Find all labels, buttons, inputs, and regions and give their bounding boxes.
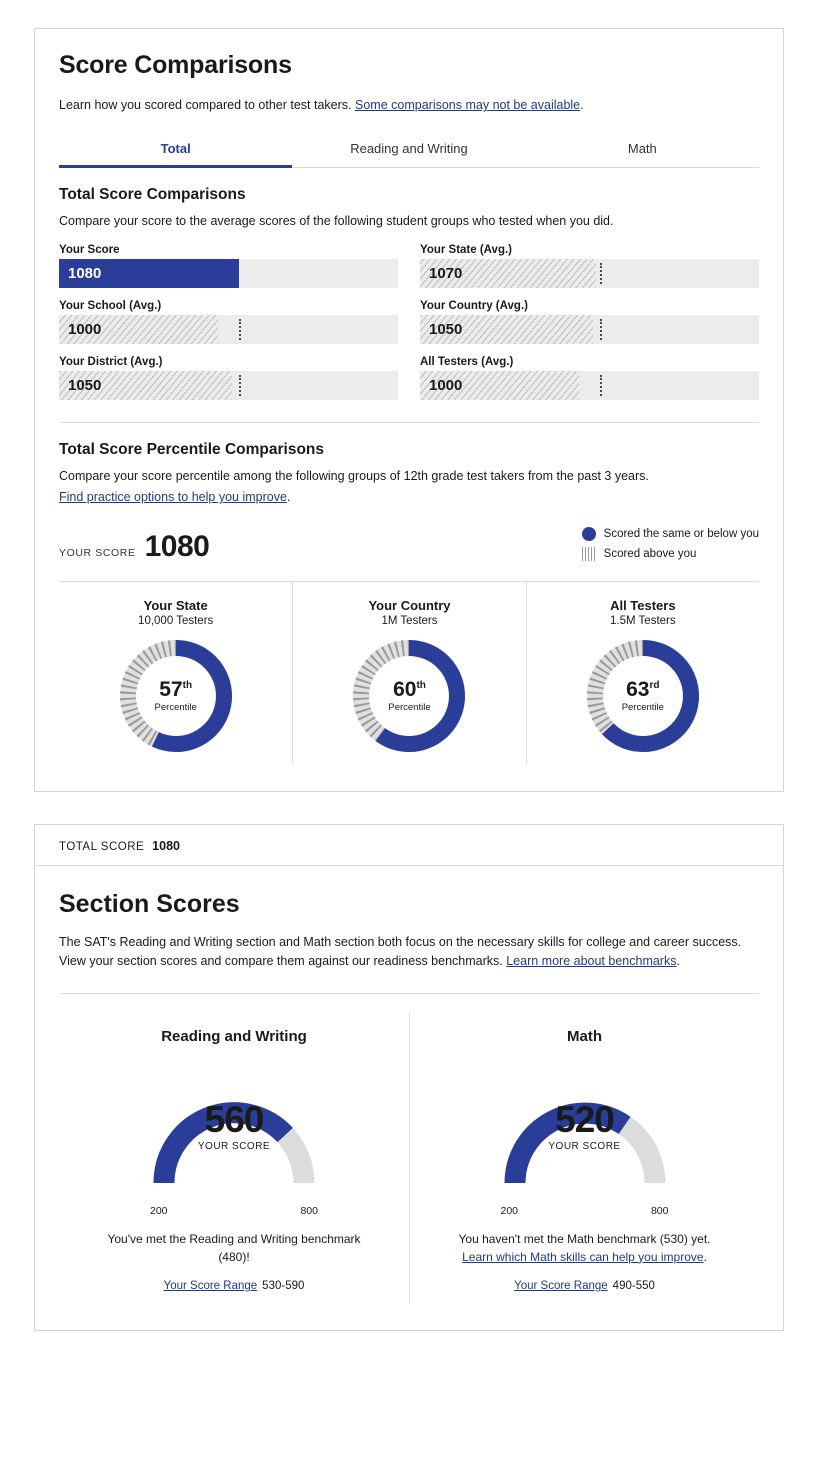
percentile-heading: Total Score Percentile Comparisons	[59, 441, 325, 459]
practice-line	[59, 488, 759, 506]
bar-label: Your District (Avg.)	[59, 356, 163, 369]
legend-hatch-icon	[582, 547, 596, 561]
bar-track	[59, 315, 398, 344]
donut-subtitle: 1M Testers	[381, 614, 438, 627]
donut-caption: Percentile	[621, 701, 664, 713]
total-score-strip	[35, 825, 783, 866]
donut-value: 57th	[159, 677, 193, 701]
divider	[59, 422, 759, 423]
gauge-score: 520	[555, 1099, 614, 1141]
section-scores-title: Section Scores	[59, 889, 240, 918]
bar-value: 1080	[68, 265, 102, 283]
benchmark-text: You've met the Reading and Writing benchmark (480)!	[107, 1232, 361, 1264]
percentile-header	[59, 521, 759, 582]
legend-item-below	[582, 527, 759, 541]
section-math	[409, 1012, 759, 1304]
bar-track	[420, 315, 759, 344]
gauge-caption: YOUR SCORE	[197, 1141, 271, 1153]
percentile-description: Compare your score percentile among the following groups of 12th grade test takers from the past 3 years.	[59, 469, 649, 484]
bar-track	[59, 259, 398, 288]
bar-marker	[239, 319, 241, 340]
bar-value: 1000	[429, 377, 463, 395]
donut-title: Your State	[143, 597, 208, 613]
score-range-value: 530-590	[262, 1280, 305, 1293]
score-range-value: 490-550	[612, 1280, 655, 1293]
score-comparisons-card	[34, 28, 784, 792]
bar-track	[59, 371, 398, 400]
total-score-comparisons-heading: Total Score Comparisons	[59, 186, 246, 204]
tab-total[interactable]: Total	[59, 132, 292, 167]
section-scores-card	[34, 824, 784, 1332]
donut-chart	[350, 637, 468, 755]
donut-title: Your Country	[368, 597, 451, 613]
section-scores-paragraph	[59, 933, 759, 972]
section-title: Reading and Writing	[161, 1028, 307, 1046]
donut-subtitle: 10,000 Testers	[138, 614, 214, 627]
bar-label: Your Country (Avg.)	[420, 300, 528, 313]
bar-your-country	[420, 300, 759, 344]
bar-label: All Testers (Avg.)	[420, 356, 514, 369]
donut-value: 63rd	[626, 677, 660, 701]
legend-item-above	[582, 547, 759, 561]
gauge-max: 800	[300, 1205, 318, 1218]
bar-label: Your Score	[59, 244, 120, 257]
legend-dot-icon	[582, 527, 596, 541]
gauge-chart	[136, 1055, 332, 1205]
benchmark-text	[445, 1231, 725, 1266]
score-range-link[interactable]: Your Score Range	[514, 1280, 608, 1293]
availability-link[interactable]: Some comparisons may not be available	[355, 98, 581, 112]
bar-label: Your School (Avg.)	[59, 300, 162, 313]
gauge-chart	[487, 1055, 683, 1205]
bar-all-testers	[420, 356, 759, 400]
gauge-min: 200	[500, 1205, 519, 1218]
tab-reading-and-writing[interactable]: Reading and Writing	[350, 141, 468, 157]
benchmark-text-part1: You haven't met the Math benchmark (530) yet.	[458, 1232, 711, 1247]
your-score-summary	[59, 530, 209, 564]
donut-your-country	[292, 582, 525, 765]
practice-options-link[interactable]: Find practice options to help you improve	[59, 490, 287, 505]
gauge-max: 800	[650, 1205, 669, 1218]
bar-marker	[239, 375, 241, 396]
bar-value: 1000	[68, 321, 102, 339]
bar-value: 1050	[68, 377, 102, 395]
tab-math[interactable]: Math	[627, 141, 657, 157]
comparison-tabs[interactable]	[59, 132, 759, 168]
your-score-value: 1080	[144, 529, 210, 563]
bar-track	[420, 259, 759, 288]
page-subtitle	[59, 96, 759, 114]
paragraph-period: .	[676, 953, 680, 968]
gauge-scale	[136, 1205, 332, 1221]
gauge-caption: YOUR SCORE	[548, 1141, 621, 1153]
comparison-bars	[59, 244, 759, 400]
section-score-gauges	[59, 1012, 759, 1304]
bar-value: 1050	[429, 321, 463, 339]
bar-track	[420, 371, 759, 400]
gauge-center	[487, 1101, 683, 1152]
paragraph-text: The SAT's Reading and Writing section and Math section both focus on the necessary skills for college and career success. View your section scores and compare them against our readiness benchmarks.	[59, 934, 742, 968]
subtitle-text: Learn how you scored compared to other test takers.	[59, 98, 352, 112]
practice-period: .	[286, 490, 291, 505]
percentile-donuts	[59, 582, 759, 765]
math-skills-link[interactable]: Learn which Math skills can help you improve	[462, 1249, 704, 1264]
gauge-center	[136, 1101, 332, 1152]
benchmark-text-part2: .	[703, 1249, 707, 1264]
percentile-legend	[582, 527, 759, 567]
divider	[59, 993, 759, 994]
section-title: Math	[567, 1028, 602, 1046]
donut-center	[350, 637, 468, 755]
bar-marker	[600, 263, 602, 284]
total-score-comparisons-description: Compare your score to the average scores of the following student groups who tested when you did.	[59, 214, 614, 229]
subtitle-period: .	[580, 98, 584, 112]
bar-your-score	[59, 244, 398, 288]
page-title: Score Comparisons	[59, 51, 292, 79]
total-score-value: 1080	[152, 838, 180, 853]
bar-marker	[600, 319, 602, 340]
donut-center	[117, 637, 235, 755]
bar-label: Your State (Avg.)	[420, 244, 513, 257]
bar-value: 1070	[429, 265, 463, 283]
benchmarks-link[interactable]: Learn more about benchmarks	[506, 953, 677, 968]
donut-center	[584, 637, 702, 755]
donut-chart	[584, 637, 702, 755]
your-score-label: YOUR SCORE	[59, 546, 136, 559]
total-score-label: TOTAL SCORE	[59, 840, 145, 853]
legend-label: Scored the same or below you	[603, 527, 759, 540]
bar-your-state	[420, 244, 759, 288]
score-range-link[interactable]: Your Score Range	[163, 1280, 258, 1293]
section-reading-and-writing	[59, 1012, 409, 1304]
score-range-row	[69, 1280, 399, 1292]
gauge-score: 560	[204, 1099, 264, 1141]
bar-marker	[600, 375, 602, 396]
score-range-row	[420, 1280, 749, 1292]
bar-your-district	[59, 356, 398, 400]
donut-title: All Testers	[610, 597, 676, 613]
donut-all-testers	[526, 582, 759, 765]
donut-caption: Percentile	[388, 701, 431, 713]
donut-your-state	[59, 582, 292, 765]
donut-chart	[117, 637, 235, 755]
donut-caption: Percentile	[154, 701, 197, 713]
donut-subtitle: 1.5M Testers	[610, 614, 676, 627]
gauge-scale	[487, 1205, 683, 1221]
donut-value: 60th	[393, 677, 426, 701]
gauge-min: 200	[150, 1205, 168, 1218]
bar-your-school	[59, 300, 398, 344]
legend-label: Scored above you	[603, 547, 697, 560]
